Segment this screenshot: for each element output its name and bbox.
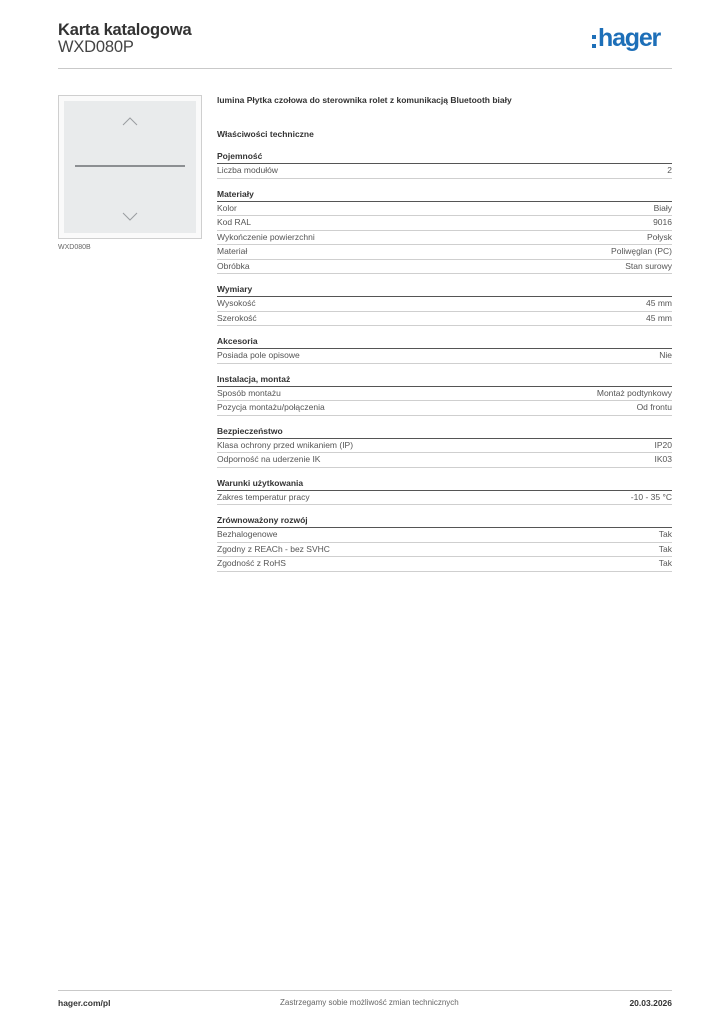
spec-label: Zakres temperatur pracy bbox=[217, 491, 310, 502]
spec-row bbox=[217, 528, 672, 543]
spec-section bbox=[217, 151, 672, 179]
spec-row bbox=[217, 557, 672, 572]
spec-label: Sposób montażu bbox=[217, 387, 281, 398]
section-title: Zrównoważony rozwój bbox=[217, 515, 672, 528]
product-image bbox=[58, 95, 202, 239]
spec-section bbox=[217, 374, 672, 416]
logo-dots-icon bbox=[592, 35, 596, 53]
spec-value: IP20 bbox=[654, 439, 672, 450]
section-title: Instalacja, montaż bbox=[217, 374, 672, 387]
spec-value: 45 mm bbox=[646, 298, 672, 308]
plate-divider-bar bbox=[75, 165, 185, 167]
spec-row bbox=[217, 297, 672, 312]
spec-row bbox=[217, 216, 672, 231]
spec-value: Montaż podtynkowy bbox=[596, 387, 672, 398]
spec-label: Klasa ochrony przed wnikaniem (IP) bbox=[217, 439, 354, 450]
spec-value: 9016 bbox=[653, 217, 672, 227]
spec-sections bbox=[217, 151, 672, 572]
spec-row bbox=[217, 231, 672, 246]
footer-divider bbox=[58, 990, 672, 991]
section-title: Akcesoria bbox=[217, 336, 672, 349]
spec-section bbox=[217, 515, 672, 572]
front-plate-picture bbox=[64, 101, 196, 233]
spec-value: Poliwęglan (PC) bbox=[611, 246, 672, 256]
spec-label: Wykończenie powierzchni bbox=[217, 231, 315, 242]
spec-section bbox=[217, 426, 672, 468]
section-title: Pojemność bbox=[217, 151, 672, 164]
spec-section bbox=[217, 478, 672, 506]
spec-row bbox=[217, 260, 672, 275]
spec-row bbox=[217, 401, 672, 416]
spec-row bbox=[217, 387, 672, 402]
chevron-down-icon bbox=[122, 212, 138, 221]
spec-value: Tak bbox=[658, 529, 672, 539]
spec-label: Wysokość bbox=[217, 298, 256, 308]
spec-row bbox=[217, 491, 672, 506]
tech-properties-heading: Właściwości techniczne bbox=[217, 129, 314, 139]
section-title: Warunki użytkowania bbox=[217, 478, 672, 491]
section-title: Bezpieczeństwo bbox=[217, 426, 672, 439]
spec-row bbox=[217, 349, 672, 364]
spec-value: Tak bbox=[658, 543, 672, 554]
spec-label: Bezhalogenowe bbox=[217, 529, 278, 539]
chevron-up-icon bbox=[122, 117, 138, 126]
spec-label: Odporność na uderzenie IK bbox=[217, 454, 321, 464]
spec-label: Pozycja montażu/połączenia bbox=[217, 402, 325, 412]
spec-row bbox=[217, 312, 672, 327]
spec-value: IK03 bbox=[654, 454, 672, 464]
spec-label: Posiada pole opisowe bbox=[217, 350, 300, 360]
section-title: Wymiary bbox=[217, 284, 672, 297]
spec-label: Zgodność z RoHS bbox=[217, 558, 286, 568]
product-code: WXD080P bbox=[58, 38, 134, 56]
spec-label: Kod RAL bbox=[217, 217, 252, 227]
image-caption: WXD080B bbox=[58, 244, 91, 251]
spec-section bbox=[217, 189, 672, 275]
spec-value: Połysk bbox=[646, 231, 672, 242]
product-description: lumina Płytka czołowa do sterownika rolet z komunikacją Bluetooth biały bbox=[217, 95, 512, 105]
footer-website-link[interactable]: hager.com/pl bbox=[58, 998, 111, 1008]
spec-label: Szerokość bbox=[217, 312, 257, 323]
spec-content bbox=[217, 95, 672, 572]
spec-value: Tak bbox=[658, 558, 672, 568]
spec-label: Obróbka bbox=[217, 260, 250, 271]
spec-label: Zgodny z REACh - bez SVHC bbox=[217, 543, 330, 554]
footer-date: 20.03.2026 bbox=[629, 998, 672, 1008]
section-title: Materiały bbox=[217, 189, 672, 202]
footer-notice: Zastrzegamy sobie możliwość zmian technicznych bbox=[280, 998, 459, 1007]
spec-row bbox=[217, 164, 672, 179]
spec-row bbox=[217, 439, 672, 454]
spec-row bbox=[217, 543, 672, 558]
spec-value: Stan surowy bbox=[625, 260, 672, 271]
spec-value: 2 bbox=[667, 165, 672, 175]
hager-logo[interactable] bbox=[592, 26, 674, 60]
spec-value: Od frontu bbox=[636, 402, 672, 412]
header-divider bbox=[58, 68, 672, 69]
page-title: Karta katalogowa bbox=[58, 21, 192, 39]
spec-row bbox=[217, 245, 672, 260]
spec-label: Kolor bbox=[217, 202, 237, 213]
spec-section bbox=[217, 284, 672, 326]
spec-value: Nie bbox=[659, 350, 672, 360]
spec-row bbox=[217, 202, 672, 217]
spec-value: 45 mm bbox=[646, 312, 672, 323]
spec-label: Materiał bbox=[217, 246, 248, 256]
spec-value: Biały bbox=[653, 202, 672, 213]
spec-section bbox=[217, 336, 672, 364]
spec-label: Liczba modułów bbox=[217, 165, 278, 175]
logo-text: hager bbox=[598, 24, 661, 52]
spec-value: -10 - 35 °C bbox=[630, 491, 672, 502]
spec-row bbox=[217, 453, 672, 468]
